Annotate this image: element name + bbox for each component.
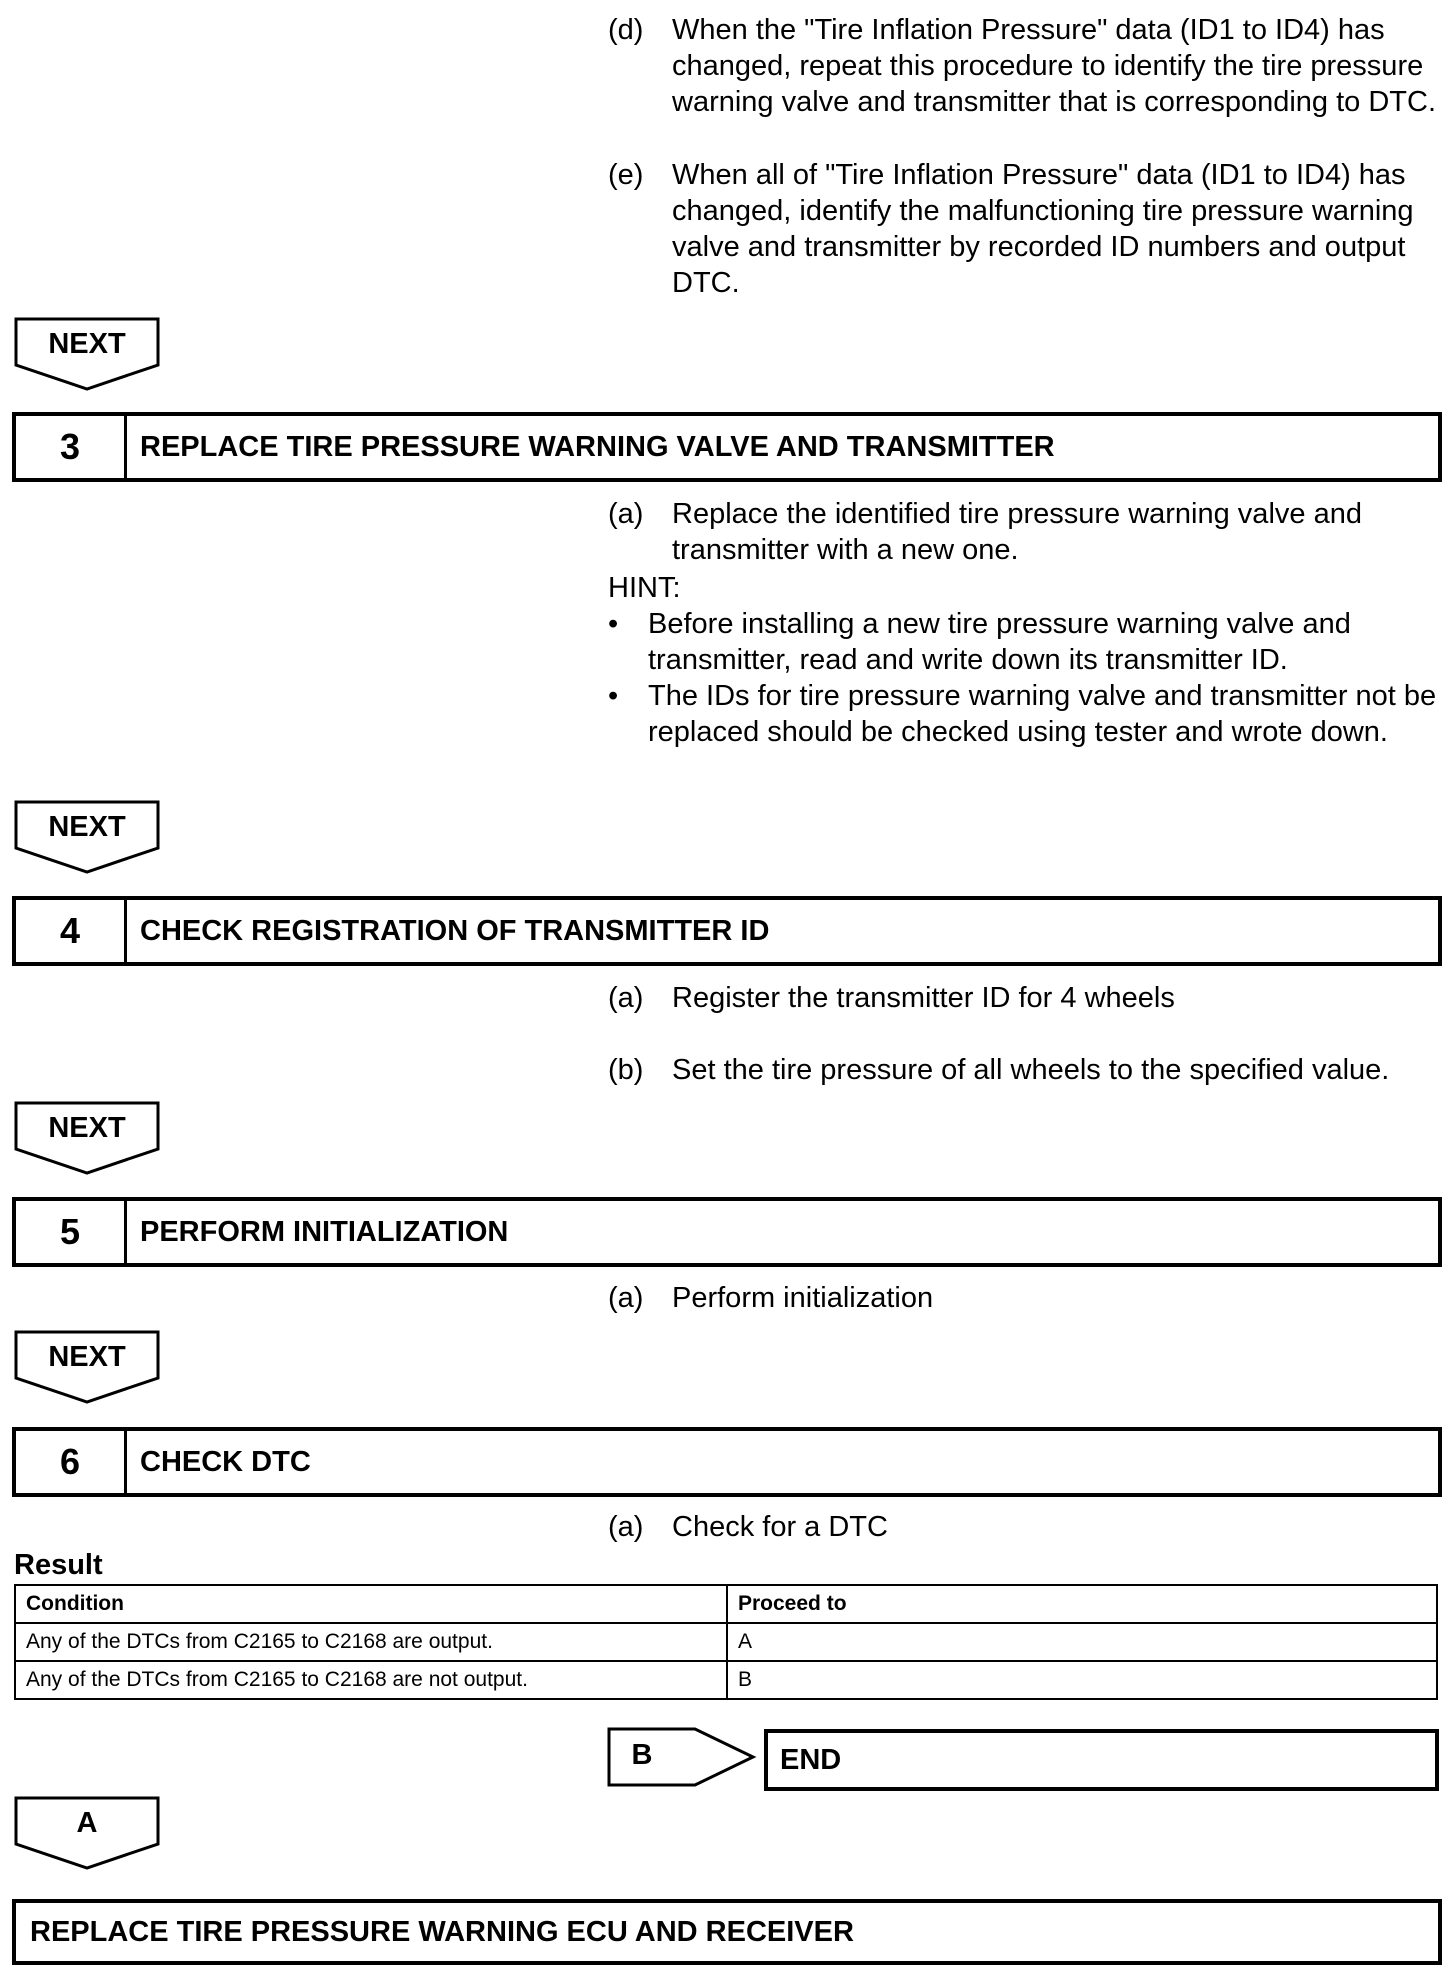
final-step-header: [12, 1899, 1442, 1965]
hint-bullet: [608, 678, 1438, 750]
item-text: Replace the identified tire pressure warning valve and transmitter with a new one.: [672, 498, 1362, 566]
item-text: Register the transmitter ID for 4 wheels: [672, 982, 1175, 1014]
next-tag: [14, 317, 160, 393]
bullet-text: Before installing a new tire pressure warning valve and transmitter, read and write down its transmitter ID.: [648, 608, 1351, 676]
branch-b-tag: [607, 1727, 757, 1787]
result-label: Result: [14, 1549, 103, 1581]
next-tag: [14, 1330, 160, 1406]
column-header: Proceed to: [727, 1585, 1437, 1623]
table-row: [15, 1623, 1437, 1661]
step2-item-d: [608, 12, 1438, 120]
bullet-dot: •: [608, 680, 619, 712]
item-label: (e): [608, 159, 644, 191]
step-title: REPLACE TIRE PRESSURE WARNING VALVE AND TRANSMITTER: [140, 431, 1055, 463]
item-label: (a): [608, 1282, 644, 1314]
next-label: NEXT: [48, 328, 126, 360]
bullet-dot: •: [608, 608, 619, 640]
step-number: 5: [16, 1201, 127, 1263]
end-box: [764, 1729, 1439, 1791]
item-label: (b): [608, 1054, 644, 1086]
step4-item-a: [608, 980, 1438, 1016]
next-tag: [14, 1101, 160, 1177]
step-number: 6: [16, 1431, 127, 1493]
bullet-text: The IDs for tire pressure warning valve and transmitter not be replaced should be checked using tester and wrote down.: [648, 680, 1437, 748]
branch-label: B: [631, 1739, 653, 1771]
step-3-header: [12, 412, 1442, 482]
table-header-row: [15, 1585, 1437, 1623]
next-tag: [14, 800, 160, 876]
table-cell: B: [727, 1661, 1437, 1699]
step-title: PERFORM INITIALIZATION: [140, 1216, 509, 1248]
result-table: [14, 1584, 1438, 1700]
item-label: (a): [608, 1511, 644, 1543]
step-title: CHECK DTC: [140, 1446, 311, 1478]
branch-label: A: [76, 1807, 98, 1839]
item-label: (a): [608, 982, 644, 1014]
step-number: 3: [16, 416, 127, 478]
step-number: 4: [16, 900, 127, 962]
table-row: [15, 1661, 1437, 1699]
table-cell: Any of the DTCs from C2165 to C2168 are output.: [15, 1623, 727, 1661]
step2-item-e: [608, 157, 1438, 301]
item-label: (a): [608, 498, 644, 530]
step6-item-a: [608, 1509, 1438, 1545]
table-cell: Any of the DTCs from C2165 to C2168 are not output.: [15, 1661, 727, 1699]
item-text: Set the tire pressure of all wheels to the specified value.: [672, 1054, 1390, 1086]
next-label: NEXT: [48, 811, 126, 843]
step-6-header: [12, 1427, 1442, 1497]
step3-item-a: [608, 496, 1438, 568]
item-text: Check for a DTC: [672, 1511, 888, 1543]
item-text: When all of "Tire Inflation Pressure" data (ID1 to ID4) has changed, identify the malfunctioning tire pressure warning valve and transmitter by recorded ID numbers and output DTC.: [672, 159, 1414, 299]
step-4-header: [12, 896, 1442, 966]
step-title: CHECK REGISTRATION OF TRANSMITTER ID: [140, 915, 770, 947]
item-label: (d): [608, 14, 644, 46]
hint-label: HINT:: [608, 572, 681, 604]
end-label: END: [780, 1744, 842, 1776]
column-header: Condition: [15, 1585, 727, 1623]
item-text: Perform initialization: [672, 1282, 934, 1314]
step4-item-b: [608, 1052, 1438, 1088]
next-label: NEXT: [48, 1341, 126, 1373]
hint-bullet: [608, 606, 1438, 678]
step-title: REPLACE TIRE PRESSURE WARNING ECU AND RECEIVER: [30, 1916, 854, 1948]
branch-a-tag: [14, 1796, 160, 1872]
next-label: NEXT: [48, 1112, 126, 1144]
step5-item-a: [608, 1280, 1438, 1316]
step-5-header: [12, 1197, 1442, 1267]
item-text: When the "Tire Inflation Pressure" data (ID1 to ID4) has changed, repeat this procedure to identify the tire pressure warning valve and transmitter that is corresponding to DTC.: [672, 14, 1437, 118]
table-cell: A: [727, 1623, 1437, 1661]
